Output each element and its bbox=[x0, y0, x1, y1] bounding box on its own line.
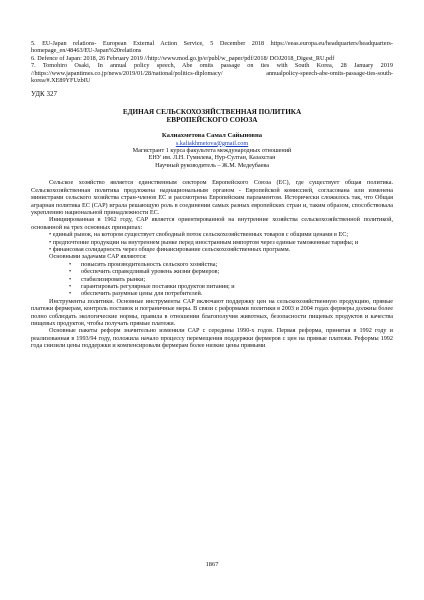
paragraph-intro: Сельское хозяйство является единственным сектором Европейского Союза (ЕС), где существует общая политика. Сельскохозяйственная политика предложена наднациональным органом - Европейской комиссией, согласована или изменена министрами сельского хозяйства стран-членов ЕС и рассмотрена Европейским парламентом. Исторически сложилось так, что Общая аграрная политика ЕС (САР) играла решающую роль в соединении самых разных европейских стран и, таким образом, способствовала укреплению национальной принадлежности ЕС. bbox=[31, 179, 393, 216]
bullet-icon: • bbox=[69, 290, 72, 298]
goal-item: • обеспечить справедливый уровень жизни фермеров; bbox=[69, 268, 220, 276]
author-name: Калиахметова Самал Сайыновна bbox=[161, 132, 263, 140]
paragraph-reforms: Основные пакеты реформ значительно изменили САР с середины 1990-х годов. Первая реформа, принятая в 1992 году и реализованная в 1993/94 году, положила начало процессу перемещения поддержки фермеров с цен на прямые платежи. Реформы 1992 года снизили цены поддержки и компенсировали фермерам более низкие цены прямыми bbox=[31, 327, 393, 350]
reference-6: 6. Defence of Japan: 2018, 26 February 2019 //http://www.mod.go.jp/e/publ/w_paper/pdf/2018/ DOJ2018_Digest_RU.pdf bbox=[31, 54, 335, 62]
principle-preference: • предпочтение продукции на внутреннем рынке перед иностранным импортом через единые таможенные тарифы; и bbox=[49, 238, 359, 246]
principle-solidarity: • финансовая солидарность через общее финансирование сельскохозяйственных программ. bbox=[49, 245, 291, 253]
article-body bbox=[31, 179, 393, 349]
affiliation-line-1: Магистрант 1 курса факультета международных отношений bbox=[132, 147, 292, 155]
bullet-icon: • bbox=[69, 268, 72, 276]
goal-item: • повысить производительность сельского хозяйства; bbox=[69, 260, 218, 268]
document-page bbox=[31, 40, 393, 350]
bullet-icon: • bbox=[69, 282, 72, 290]
paragraph-goals-heading: Основными задачами САР являются: bbox=[49, 253, 147, 261]
bullet-icon: • bbox=[69, 275, 72, 283]
affiliation-line-2: ЕНУ им. Л.Н. Гумилева, Нур-Султан, Казахстан bbox=[148, 154, 276, 162]
reference-7: 7. Tomohiro Osaki, In annual policy speech, Abe omits passage on ties with South Korea, 28 January 2019 //https://www.japantimes.co.jp/news/2019/01/28/national/politics-diplomacy/ annualpolicy-speech-abe-omits-passage-ties-south-korea/#.XE89YFUzbIU bbox=[31, 62, 393, 85]
goal-item: • стабилизировать рынки; bbox=[69, 275, 146, 283]
goal-item: • обеспечить разумные цены для потребителей. bbox=[69, 290, 203, 298]
article-title-line-2: ЕВРОПЕЙСКОГО СОЮЗА bbox=[166, 116, 258, 125]
principle-single-market: • единый рынок, на котором существует свободный поток сельскохозяйственных товаров с общими ценами в ЕС; bbox=[49, 231, 349, 239]
article-title-line-1: ЕДИНАЯ СЕЛЬСКОХОЗЯЙСТВЕННАЯ ПОЛИТИКА bbox=[122, 107, 302, 116]
paragraph-instruments: Инструменты политики. Основные инструменты САР включают поддержку цен на сельскохозяйственную продукцию, прямые платежи фермерам, контроль поставок и пограничные меры. В связи с реформами политики в 2003 и 2004 годах фермеры должны более полно соблюдать экологические нормы, правила в отношении благополучия животных, безопасности пищевых продуктов и качества пищевых продуктов, чтобы получать прямые платежи. bbox=[31, 297, 393, 327]
goal-item: • гарантировать регулярные поставки продуктов питания; и bbox=[69, 282, 235, 290]
author-email-link[interactable]: s.kaliakhmetova@gmail.com bbox=[175, 139, 249, 147]
reference-list bbox=[31, 40, 393, 84]
udc-code: УДК 327 bbox=[31, 90, 57, 99]
paragraph-principles: Инициированная в 1962 году, САР является ориентированной на внутренние хозяйства сельскохозяйственной политикой, основанной на трех основных принципах: bbox=[31, 216, 393, 231]
bullet-icon: • bbox=[69, 260, 72, 268]
reference-5: 5. EU-Japan relations- European External Action Service, 5 December 2018 https://eeas.europa.eu/headquarters/headquarters-homepage_en/48463/EU-Japan%20relations bbox=[31, 40, 393, 55]
article-title bbox=[31, 108, 393, 124]
page-number: 1867 bbox=[205, 561, 219, 568]
supervisor-line: Научный руководитель – Ж.М. Медеубаева bbox=[155, 161, 269, 169]
goals-list bbox=[31, 261, 393, 298]
